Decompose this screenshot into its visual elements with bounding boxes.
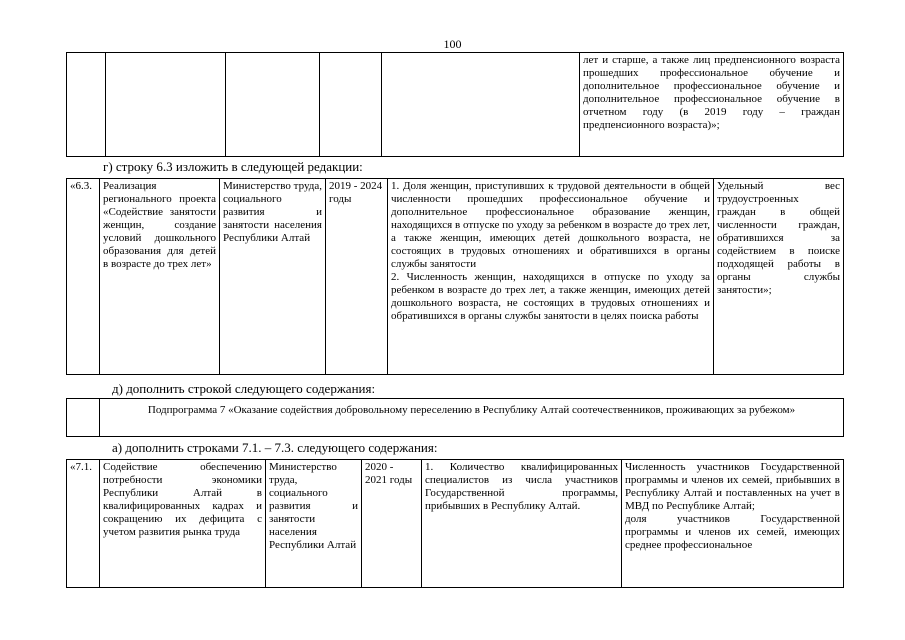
subprogram-title: Подпрограмма 7 «Оказание содействия добровольному переселению в Республику Алтай соотечественников, проживающих за рубежом» (100, 399, 844, 437)
row-name: Содействие обеспечению потребности экономики Республики Алтай в квалифицированных кадрах и сокращению их дефицита с учетом развития рынка труда (100, 460, 266, 588)
row-executor: Министерство труда, социального развития и занятости населения Республики Алтай (220, 179, 326, 375)
heading-g: г) строку 6.3 изложить в следующей редакции: (103, 159, 363, 174)
subprogram-num-cell (67, 399, 100, 437)
page-number: 100 (443, 37, 462, 51)
row-result: Удельный вес трудоустроенных граждан в общей численности граждан, обратившихся за содействием в поиске подходящей работы в органы службы занятости»; (714, 179, 844, 375)
top-cell-5 (382, 53, 580, 157)
top-cell-1 (67, 53, 106, 157)
result-1: Численность участников Государственной программы и членов их семей, прибывших в Республику Алтай и поставленных на учет в МВД по Республике Алтай; (625, 461, 840, 512)
row-num: «7.1. (67, 460, 100, 588)
top-cell-3 (226, 53, 320, 157)
row-result (622, 460, 844, 588)
top-table (66, 52, 844, 157)
top-cell-2 (106, 53, 226, 157)
heading-d: д) дополнить строкой следующего содержания: (112, 381, 376, 396)
row-indicator: 1. Количество квалифицированных специалистов из числа участников Государственной программы, прибывших в Республику Алтай. (422, 460, 622, 588)
heading-a: а) дополнить строками 7.1. – 7.3. следующего содержания: (112, 440, 438, 455)
row-period: 2019 - 2024 годы (326, 179, 388, 375)
row-indicators (388, 179, 714, 375)
row-period: 2020 - 2021 годы (362, 460, 422, 588)
top-cell-6: лет и старше, а также лиц предпенсионного возраста прошедших профессиональное обучение и дополнительное профессиональное обучение и дополнительное профессиональное обучение в отчетном году (в 2019 году – граждан предпенсионного возраста)»; (580, 53, 844, 157)
table-row-7-1 (66, 459, 844, 588)
row-name: Реализация регионального проекта «Содействие занятости женщин, создание условий дошкольного образования для детей в возрасте до трех лет» (100, 179, 220, 375)
row-executor: Министерство труда, социального развития и занятости населения Республики Алтай (266, 460, 362, 588)
result-2: доля участников Государственной программы и членов их семей, имеющих среднее профессиональное (625, 513, 840, 551)
subprogram-table (66, 398, 844, 437)
table-row-6-3 (66, 178, 844, 375)
top-cell-4 (320, 53, 382, 157)
indicator-2: 2. Численность женщин, находящихся в отпуске по уходу за ребенком в возрасте до трех лет, а также женщин, имеющих детей дошкольного возраста, не состоящих в трудовых отношениях и обратившихся в органы службы занятости в целях поиска работы (391, 271, 710, 322)
indicator-1: 1. Доля женщин, приступивших к трудовой деятельности в общей численности прошедших профессиональное обучение и дополнительное профессиональное образование женщин, находящихся в отпуске по уходу за ребенком в возрасте до трех лет, а также женщин, имеющих детей дошкольного возраста, не состоящих в трудовых отношениях и обратившихся в органы службы занятости (391, 180, 710, 270)
row-num: «6.3. (67, 179, 100, 375)
